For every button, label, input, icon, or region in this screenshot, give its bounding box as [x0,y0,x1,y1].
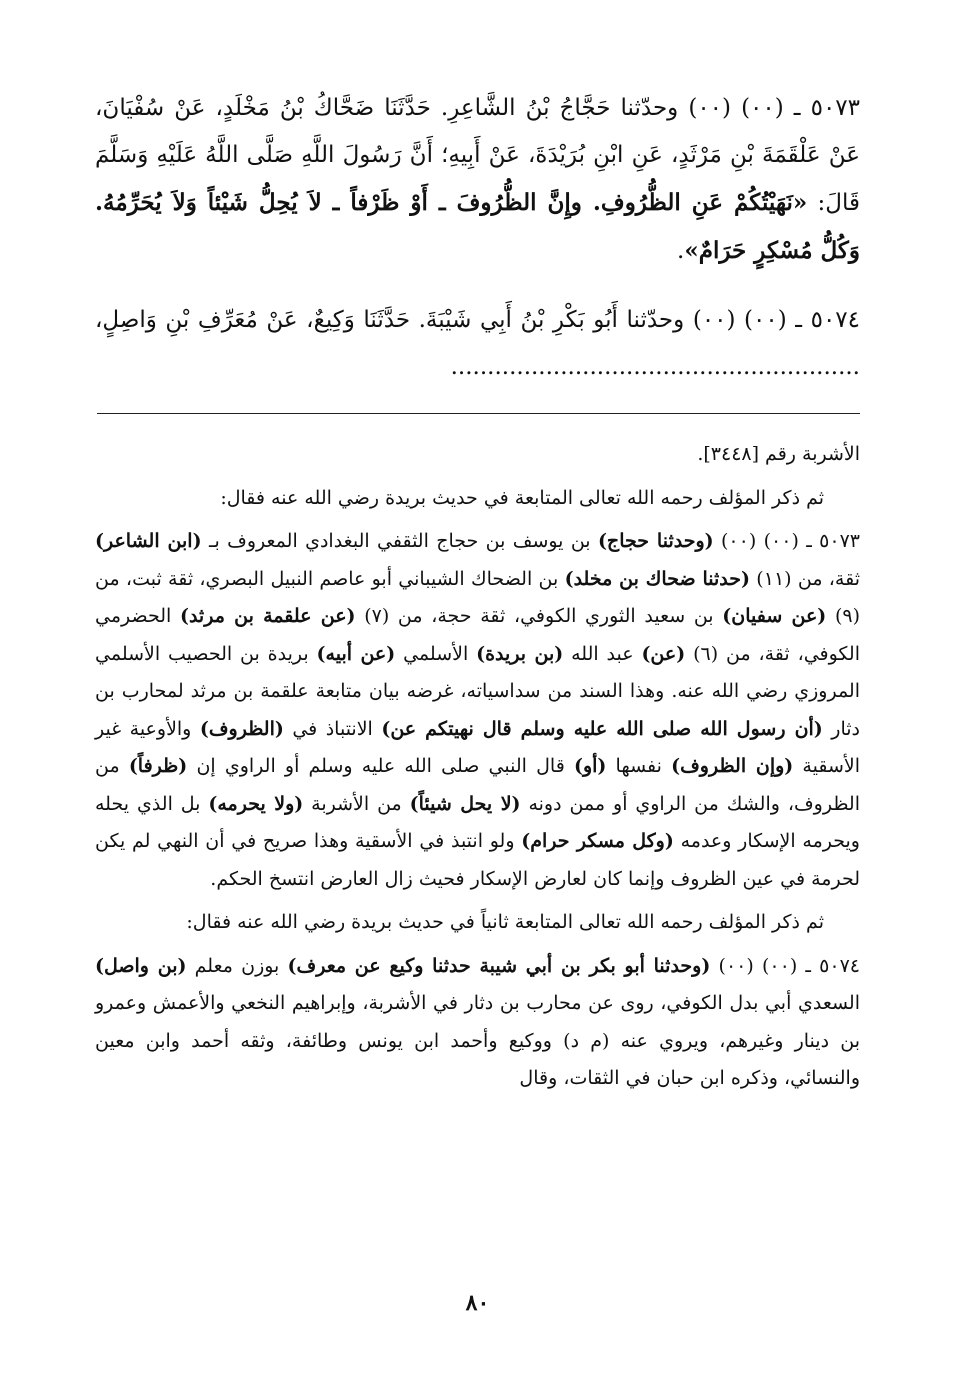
commentary-intro-2: ثم ذكر المؤلف رحمه الله تعالى المتابعة ثانياً في حديث بريدة رضي الله عنه فقال: [186,911,824,933]
commentary-5074: ٥٠٧٤ ـ (٠٠) (٠٠) (وحدثنا أبو بكر بن أبي شيبة حدثنا وكيع عن معرف) بوزن معلم (بن واصل) السعدي أبي بدل الكوفي، روى عن محارب بن دثار في الأشربة، وإبراهيم النخعي والأعمش وعمرو بن دينار وغيرهم، ويروي عنه (م د) ووكيع وأحمد ابن يونس وطائفة، وثقه أحمد وابن معين والنسائي، وذكره ابن حبان في الثقات، وقال [95,954,860,1089]
commentary-intro-1: ثم ذكر المؤلف رحمه الله تعالى المتابعة في حديث بريدة رضي الله عنه فقال: [220,486,824,509]
commentary [95,436,860,1098]
hadith-matn: «نَهَيْتُكُمْ عَنِ الظُّرُوفِ. وإِنَّ الظُّرُوفَ ـ أَوْ ظَرْفاً ـ لاَ يُحِلُّ شَيْئاً وَلاَ يُحَرِّمُهُ. وَكُلُّ مُسْكِرٍ حَرَامٌ» [95,189,860,264]
hadith-end: . [677,238,685,264]
page-number: ٨٠ [465,1290,490,1316]
commentary-ref: الأشربة رقم [٣٤٤٨]. [697,443,860,465]
page-body [95,85,860,1104]
hadith-number: ٥٠٧٣ ـ (٠٠) (٠٠) [688,95,861,121]
hadith-isnad: وحدّثنا حَجَّاجُ بْنُ الشَّاعِرِ. حَدَّثَنَا ضَحَّاكُ بْنُ مَخْلَدٍ، عَنْ سُفْيَانَ، عَنْ عَلْقَمَةَ بْنِ مَرْثَدٍ، عَنِ ابْنِ بُرَيْدَةَ، عَنْ أَبِيهِ؛ أَنَّ رَسُولَ اللَّهِ صَلَّى اللَّهُ عَلَيْهِ وَسَلَّمَ قَالَ: [95,95,860,216]
hadith-isnad: وحدّثنا أَبُو بَكْرِ بْنُ أَبِي شَيْبَةَ. حَدَّثَنَا وَكِيعٌ، عَنْ مُعَرِّفِ بْنِ وَاصِلٍ، [95,307,685,333]
footnote-divider [97,413,860,414]
ellipsis-dots: ........................................................ [450,354,860,380]
hadith-5074 [95,297,860,391]
hadith-number: ٥٠٧٤ ـ (٠٠) (٠٠) [692,307,861,333]
commentary-5073: ٥٠٧٣ ـ (٠٠) (٠٠) (وحدثنا حجاج) بن يوسف بن حجاج الثقفي البغدادي المعروف بـ (ابن الشاعر) ثقة، من (١١) (حدثنا ضحاك بن مخلد) بن الضحاك الشيباني أبو عاصم النبيل البصري، ثقة ثبت، من (٩) (عن سفيان) بن سعيد الثوري الكوفي، ثقة حجة، من (٧) (عن علقمة بن مرثد) الحضرمي الكوفي، ثقة، من (٦) (عن) عبد الله (بن بريدة) الأسلمي (عن أبيه) بريدة بن الحصيب الأسلمي المروزي رضي الله عنه. وهذا السند من سداسياته، غرضه بيان متابعة علقمة بن مرثد لمحارب بن دثار (أن رسول الله صلى الله عليه وسلم قال نهيتكم عن) الانتباذ في (الظروف) والأوعية غير الأسقية (وإن الظروف) نفسها (أو) قال النبي صلى الله عليه وسلم أو الراوي إن (ظرفاً) من الظروف، والشك من الراوي أو ممن دونه (لا يحل شيئاً) من الأشربة (ولا يحرمه) بل الذي يحله ويحرمه الإسكار وعدمه (وكل مسكر حرام) ولو انتبذ في الأسقية وهذا صريح في أن النهي لم يكن لحرمة في عين الظروف وإنما كان لعارض الإسكار فحيث زال العارض انتسخ الحكم. [95,530,861,890]
hadith-5073 [95,85,860,275]
